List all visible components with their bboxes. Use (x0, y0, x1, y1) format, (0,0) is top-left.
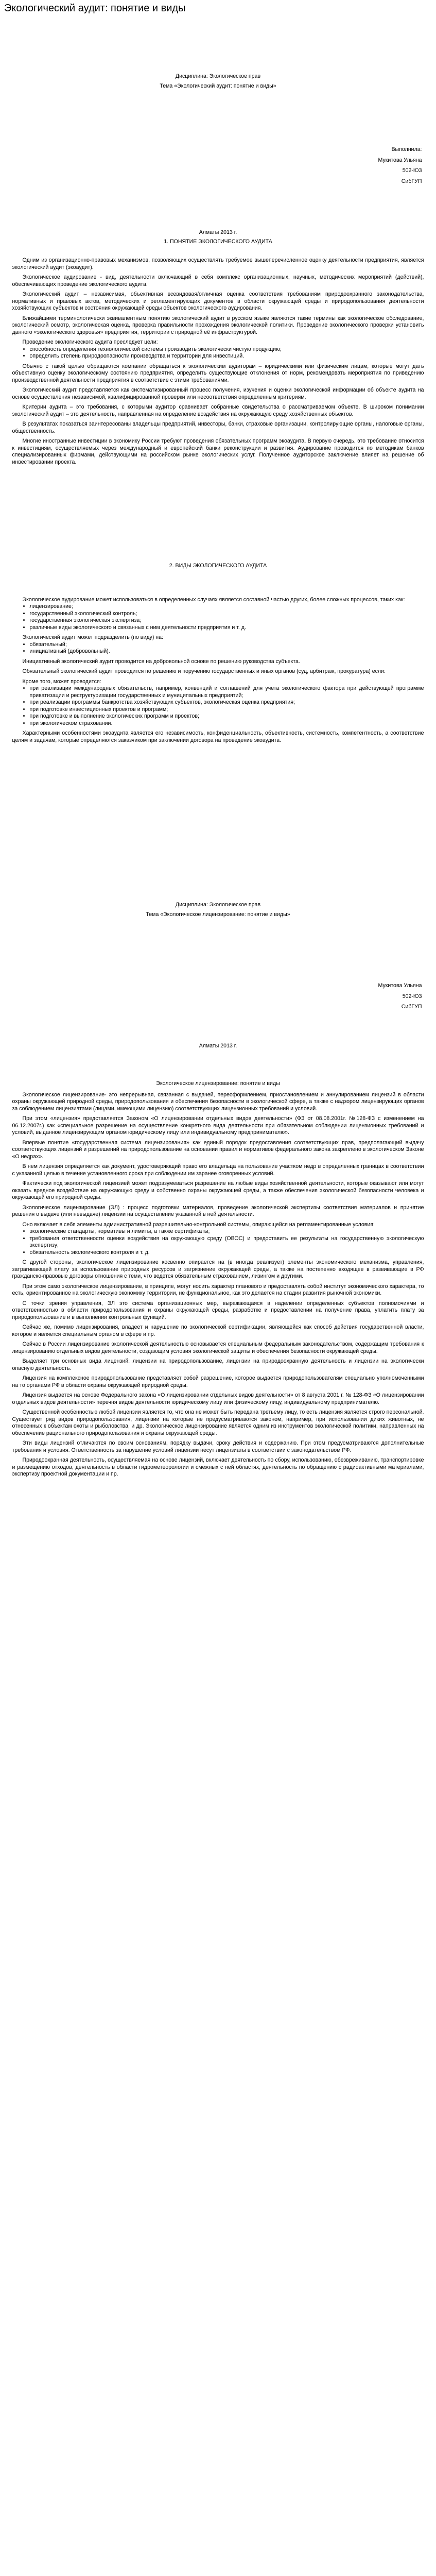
paragraph: Проведение экологического аудита преследует цели: (22, 339, 158, 345)
paragraph: Кроме того, может проводится: (22, 678, 101, 685)
author-name: Мукитова Ульяна (378, 157, 422, 163)
part-1 (12, 14, 424, 744)
list-item: • обязательность экологического контроля и т. д. (30, 1249, 424, 1257)
paragraph: Многие иностранные инвестиции в экономику России требуют проведения обязательных программ экоаудита. В первую очередь, это требование относится к инвестициям, осуществляемых через международный и европейский банки реконструкции и развития. Аудирование проводится по методикам банков специализированных фирмами, действующими на российском рынке экологических услуг. Полученное аудиторское заключение влияет на решение об инвестировании проекта. (12, 438, 424, 465)
bullet-list (12, 641, 424, 655)
list-item: • при экологическом страховании. (30, 720, 424, 727)
bullet-list (12, 1228, 424, 1256)
paragraph: С другой стороны, экологическое лицензирование косвенно опирается на (в иногда реализует) элементы экономического механизма, управления, затрагивающей плату за использование природных ресурсов и загрязнение окружающей среды, а также на постепенно входящее в развивающие в РФ гражданско-правовые договоры отношения с теми, что ведется обязательным страхованием, лизингом и другими. (12, 1259, 424, 1279)
author-role: Выполнила: (391, 146, 422, 152)
topic-line: Тема «Экологическое лицензирование: понятие и виды» (146, 911, 290, 918)
document-title: Экологический аудит: понятие и виды (4, 3, 186, 14)
paragraph: Экологическое лицензирование (ЭЛ) : процесс подготовки материалов, проведение экологической экспертизы соответствия материалов и принятие решения о выдаче (или невыдаче) лицензии на осуществление указанной в ней деятельности. (12, 1204, 424, 1217)
paragraph: С точки зрения управления, ЭЛ это система организационных мер, выражающаяся в наделении определенных субъектов полномочиями и ответственностью в области природопользования и охраны окружающей среды, разработке и предоставлении на получение права, уплатить плату за природопользование и в выполнении контрольных функций. (12, 1300, 424, 1320)
list-item: • лицензирование; (30, 603, 424, 611)
list-item: • при подготовке инвестиционных проектов и программ; (30, 706, 424, 714)
paragraph: Существенной особенностью любой лицензии является то, что она не может быть передана третьему лицу, то есть лицензия является строго персональной. Существует ряд видов природопользования, лицензии на которые не предусматриваются законом, например, при использовании диких животных, не отнесенных к объектам охоты и рыболовства, и др. Экологическое лицензирование является одним из инструментов экологической политики, направленных на обеспечение рационального природопользования и охраны окружающей среды. (12, 1409, 424, 1436)
list-item: • различные виды экологического и связанных с ним деятельности предприятия и т. д. (30, 624, 424, 632)
list-item: • при реализации международных обязательств, например, конвенций и соглашений для учета экологического фактора при действующей программе приватизации и реструктуризации государственных и муниципальных предприятий; (30, 685, 424, 699)
paragraph: Природоохранная деятельность, осуществляемая на основе лицензий, включает деятельность по сбору, использованию, обезвреживанию, транспортировке и размещению отходов, деятельность в области гидрометеорологии и смежных с ней областях, деятельность по обращению с радиоактивными материалами, экспертизу проектной документации и пр. (12, 1457, 424, 1477)
author-institution: СибГУП (401, 1004, 422, 1010)
paragraph: Оно включает в себя элементы административной разрешительно-контрольной системы, опирающейся на регламентированные условия: (22, 1221, 375, 1228)
list-item: • государственная экологическая экспертиза; (30, 617, 424, 624)
paragraph: Критерии аудита – это требования, с которыми аудитор сравнивает собранные свидетельства о рассматриваемом объекте. В широком понимании экологический аудит – это деятельность, направленная на определение воздействия на окружающую среду хозяйственных объектов. (12, 404, 424, 417)
list-item: • обязательный; (30, 641, 424, 649)
paragraph: Экологический аудит может подразделить (по виду) на: (22, 634, 163, 640)
section-heading: 2. ВИДЫ ЭКОЛОГИЧЕСКОГО АУДИТА (169, 563, 267, 569)
list-item: • государственный экологический контроль; (30, 611, 424, 618)
paragraph: Сейчас в России лицензирование экологической деятельностью основывается специальным федеральным законодательством, содержащим требования к лицензированию отдельных видов деятельности, создающим условия экологической защиты и обеспечения безопасности окружающей среды. (12, 1341, 424, 1354)
paragraph: Экологическое аудирование может использоваться в определенных случаях является составной частью других, более сложных процессов, таких как: (22, 596, 405, 603)
paragraph: Характерными особенностями экоаудита является его независимость, конфиденциальность, объективность, системность, компетентность, а соответствие целям и задачам, которые определяются заказчиком при заключении договора на проведение экоаудита. (12, 730, 424, 743)
paragraph: Лицензия на комплексное природопользование представляет собой разрешение, которое выдается природопользователям специально уполномоченными на то органами РФ в области охраны окружающей природной среды. (12, 1375, 424, 1388)
section-heading: 1. ПОНЯТИЕ ЭКОЛОГИЧЕСКОГО АУДИТА (164, 238, 272, 245)
list-item: • при подготовке и выполнение экологических программ и проектов; (30, 713, 424, 720)
paragraph: Выделяет три основных вида лицензий: лицензии на природопользование, лицензии на природоохранную деятельность и лицензии на экологически опасную деятельность. (12, 1358, 424, 1371)
bullet-list (12, 346, 424, 360)
paragraph: При этом «лицензия» представляется Законом «О лицензировании отдельных видов деятельности» (ФЗ от 08.08.2001г. №128-ФЗ с изменением на 06.12.2007г.) как «специальное разрешение на осуществление конкретного вида деятельности при обязательном соблюдении лицензионных требований и условий, выданное лицензирующим органом юридическому лицу или индивидуальному предпринимателю». (12, 1115, 424, 1136)
city-year: Алматы 2013 г. (199, 1042, 237, 1049)
paragraph: Эти виды лицензий отличаются по своим основаниям, порядку выдачи, сроку действия и содержанию. При этом предусматриваются дополнительные требования и условия. Ответственность за нарушение условий лицензии несут лицензиаты в соответствии с законодательством РФ. (12, 1440, 424, 1453)
city-year: Алматы 2013 г. (199, 229, 237, 235)
paragraph: Экологическое аудирование - вид, деятельности включающий в себя комплекс организационных, научных, методических мероприятий (действий), обеспечивающих проведение экологического аудита. (12, 274, 424, 287)
paragraph: Ближайшими терминологически эквивалентным понятию экологический аудит в русском языке являются такие термины как экологическое обследование, экологический осмотр, экологическая оценка, проверка правильности прохождения экологической политики. Проведение экологического проверки установить данного «экологического здоровья» предприятия, территории с природной её инфраструктурой. (12, 315, 424, 335)
bullet-list (12, 603, 424, 631)
paragraph: Фактически под экологической лицензией может подразумеваться разрешение на любые виды хозяйственной деятельности, которые оказывают или могут оказать вредное воздействие на окружающую среду и собственно охраны окружающей среды, а также обеспечения экологической безопасности человека и окружающей его природной среды. (12, 1180, 424, 1200)
paragraph: Экологическое лицензирование- это непрерывная, связанная с выдачей, переоформлением, приостановлением и аннулированием лицензий в области охраны окружающей природной среды, природопользования и обеспечения безопасности в экологической сфере, а также с надзором лицензирующих органов за соблюдением лицензиатами (лицами, имеющими лицензию) соответствующих лицензионных требований и условий. (12, 1091, 424, 1112)
list-item: • определить степень природоопасности производства и территории для инвестиций. (30, 353, 424, 360)
document-body (0, 14, 436, 1481)
paragraph: Лицензия выдается на основе Федерального закона «О лицензировании отдельных видов деятельности» от 8 августа 2001 г. № 128-ФЗ «О лицензировании отдельных видов деятельности» перечня видов деятельности юридическому лицу или физическому лицу, индивидуальному предпринимателю. (12, 1392, 424, 1405)
discipline-line: Дисциплина: Экологическое прав (175, 73, 261, 79)
list-item: • инициативный (добровольный). (30, 648, 424, 655)
list-item: • требования ответственности оценки воздействия на окружающую среду (ОВОС) и предоставить ее результаты на государственную экологическую экспертизу; (30, 1235, 424, 1249)
paragraph: Впервые понятие «государственная система лицензирования» как единый порядок предоставления соответствующих прав, предполагающий выдачу соответствующих лицензий и разрешений на природопользование на основании правил и нормативов федерального закона закреплено в экологическом Законе «О недрах». (12, 1139, 424, 1160)
paragraph: Обычно с такой целью обращаются компании обращаться к экологическим аудиторам – юридическими или физическим лицам, которые могут дать объективную оценку экологическому состоянию предприятия, определить существующие отклонения от норм, рекомендовать мероприятия по приведению производственной деятельности предприятия в соответствие с этими требованиями. (12, 363, 424, 383)
list-item: • при реализации программы банкротства хозяйствующих субъектов, экологическая оценка предприятия; (30, 699, 424, 706)
paragraph: Экологический аудит – независимая, объективная всевидовая/отличная оценка соответствия требованиям природоохранного законодательства, нормативных и правовых актов, методических и регламентирующих документов в области окружающей среды и природопользования деятельности хозяйствующих субъектов и состояния окружающей среды объектов экологического аудирования. (12, 291, 424, 311)
topic-line: Тема «Экологический аудит: понятие и виды» (160, 82, 276, 89)
paragraph: Инициативный экологический аудит проводится на добровольной основе по решению руководства субъекта. (22, 658, 300, 665)
author-name: Мукитова Ульяна (378, 982, 422, 989)
discipline-line: Дисциплина: Экологическое прав (175, 902, 261, 908)
author-group: 502-Ю3 (402, 167, 422, 174)
paragraph: Сейчас же, помимо лицензирования, владеет и нарушение по экологической сертификации, являющейся как способ действия государственной власти, которое и является специальным органом в сфере и пр. (12, 1324, 424, 1337)
paragraph: Экологический аудит представляется как систематизированный процесс получения, изучения и оценки экологической информации об объекте аудита на основе осуществления независимой, квалифицированной проверки или несоответствия определенным критериям. (12, 387, 424, 400)
author-institution: СибГУП (401, 178, 422, 184)
list-item: • способность определения технологической системы производить экологически чистую продукцию; (30, 346, 424, 353)
paragraph: Одним из организационно-правовых механизмов, позволяющих осуществлять требуемое вышеперечисленное оценку деятельности предприятия, является экологический аудит (экоаудит). (12, 257, 424, 270)
part-2 (12, 747, 424, 1478)
paragraph: В нем лицензия определяется как документ, удостоверяющий право его владельца на пользование участком недр в определенных границах в соответствии с указанной целью в течение установленного срока при соблюдении им заранее оговоренных условий. (12, 1163, 424, 1177)
bullet-list (12, 685, 424, 727)
list-item: • экологические стандарты, нормативы и лимиты, а также сертификаты; (30, 1228, 424, 1235)
paragraph: При этом само экологическое лицензирование, в принципе, могут носить характер планового и предоставлять собой институт экономического характера, то есть, ориентированное на экологическую экономику территории, не функциональное, как это делается на стадии развития рыночной экономики. (12, 1283, 424, 1296)
section-heading: Экологическое лицензирование: понятие и виды (156, 1080, 280, 1087)
author-group: 502-Ю3 (402, 993, 422, 999)
paragraph: В результатах показаться заинтересованы владельцы предприятий, инвесторы, банки, страховые организации, контролирующие органы, налоговые органы, общественность. (12, 421, 424, 434)
paragraph: Обязательный экологический аудит проводится по решению и поручению государственных и иных органов (суд, арбитраж, прокуратура) если: (22, 668, 386, 674)
